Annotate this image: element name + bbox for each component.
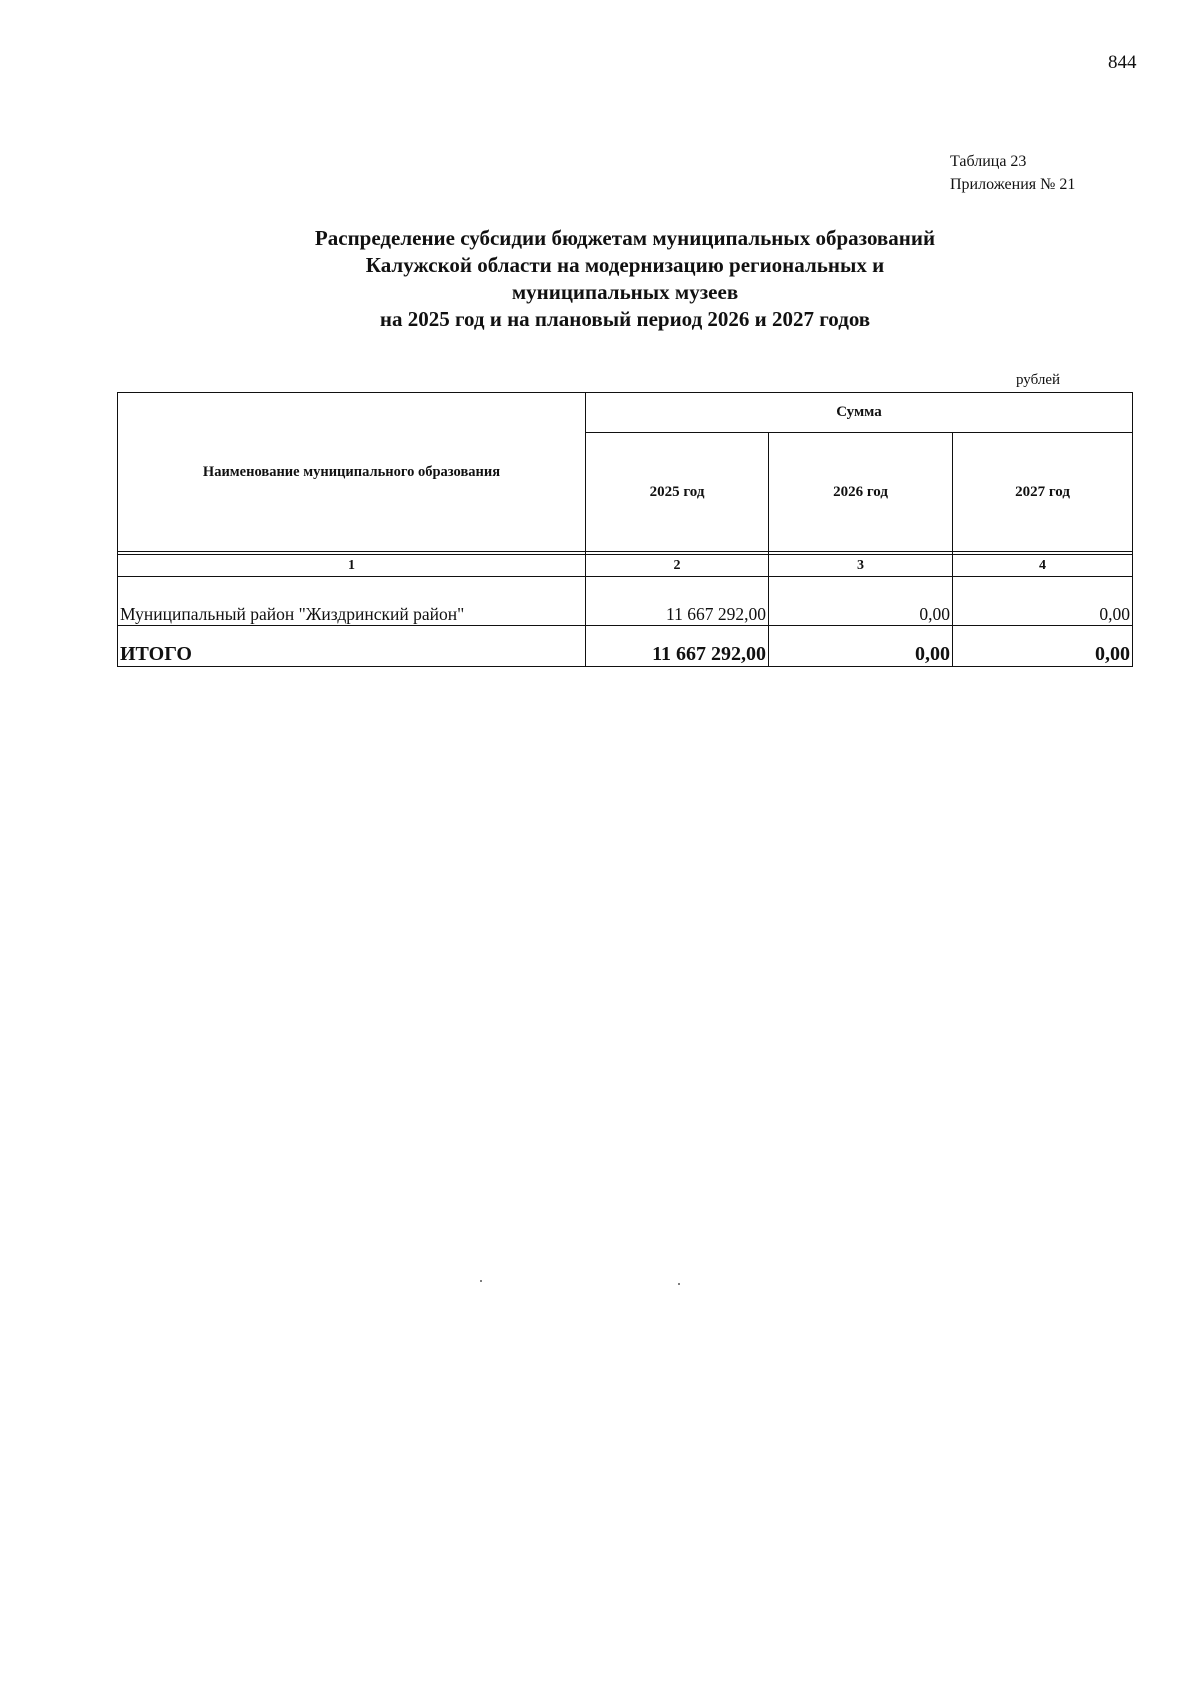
total-2027-cell: 0,00	[953, 626, 1133, 667]
header-year-2025: 2025 год	[586, 433, 769, 552]
value-2026-cell: 0,00	[769, 577, 953, 626]
scan-speck	[480, 1280, 482, 1282]
table-row	[118, 577, 1133, 626]
column-number: 4	[953, 555, 1133, 577]
table-reference-line: Таблица 23	[950, 153, 1027, 170]
municipality-name-cell: Муниципальный район "Жиздринский район"	[118, 577, 586, 626]
column-number-row	[118, 555, 1133, 577]
total-2025-cell: 11 667 292,00	[586, 626, 769, 667]
total-label-cell: ИТОГО	[118, 626, 586, 667]
total-row	[118, 626, 1133, 667]
header-municipality-name: Наименование муниципального образования	[118, 393, 586, 552]
header-row	[118, 393, 1133, 433]
value-2025-cell: 11 667 292,00	[586, 577, 769, 626]
appendix-reference-line: Приложения № 21	[950, 176, 1076, 193]
title-line: на 2025 год и на плановый период 2026 и 2027 годов	[379, 307, 871, 331]
header-year-2027: 2027 год	[953, 433, 1133, 552]
column-number: 1	[118, 555, 586, 577]
title-line: Калужской области на модернизацию региональных и	[365, 253, 885, 277]
document-title	[200, 225, 1050, 333]
column-number: 3	[769, 555, 953, 577]
column-number: 2	[586, 555, 769, 577]
header-sum: Сумма	[586, 393, 1133, 433]
scan-speck	[678, 1283, 680, 1285]
title-line: Распределение субсидии бюджетам муниципальных образований	[314, 226, 936, 250]
header-year-2026: 2026 год	[769, 433, 953, 552]
subsidy-table	[117, 392, 1133, 667]
title-line: муниципальных музеев	[511, 280, 739, 304]
units-label: рублей	[1016, 372, 1061, 388]
total-2026-cell: 0,00	[769, 626, 953, 667]
value-2027-cell: 0,00	[953, 577, 1133, 626]
table-reference	[950, 150, 1075, 196]
page-number: 844	[1108, 52, 1137, 73]
